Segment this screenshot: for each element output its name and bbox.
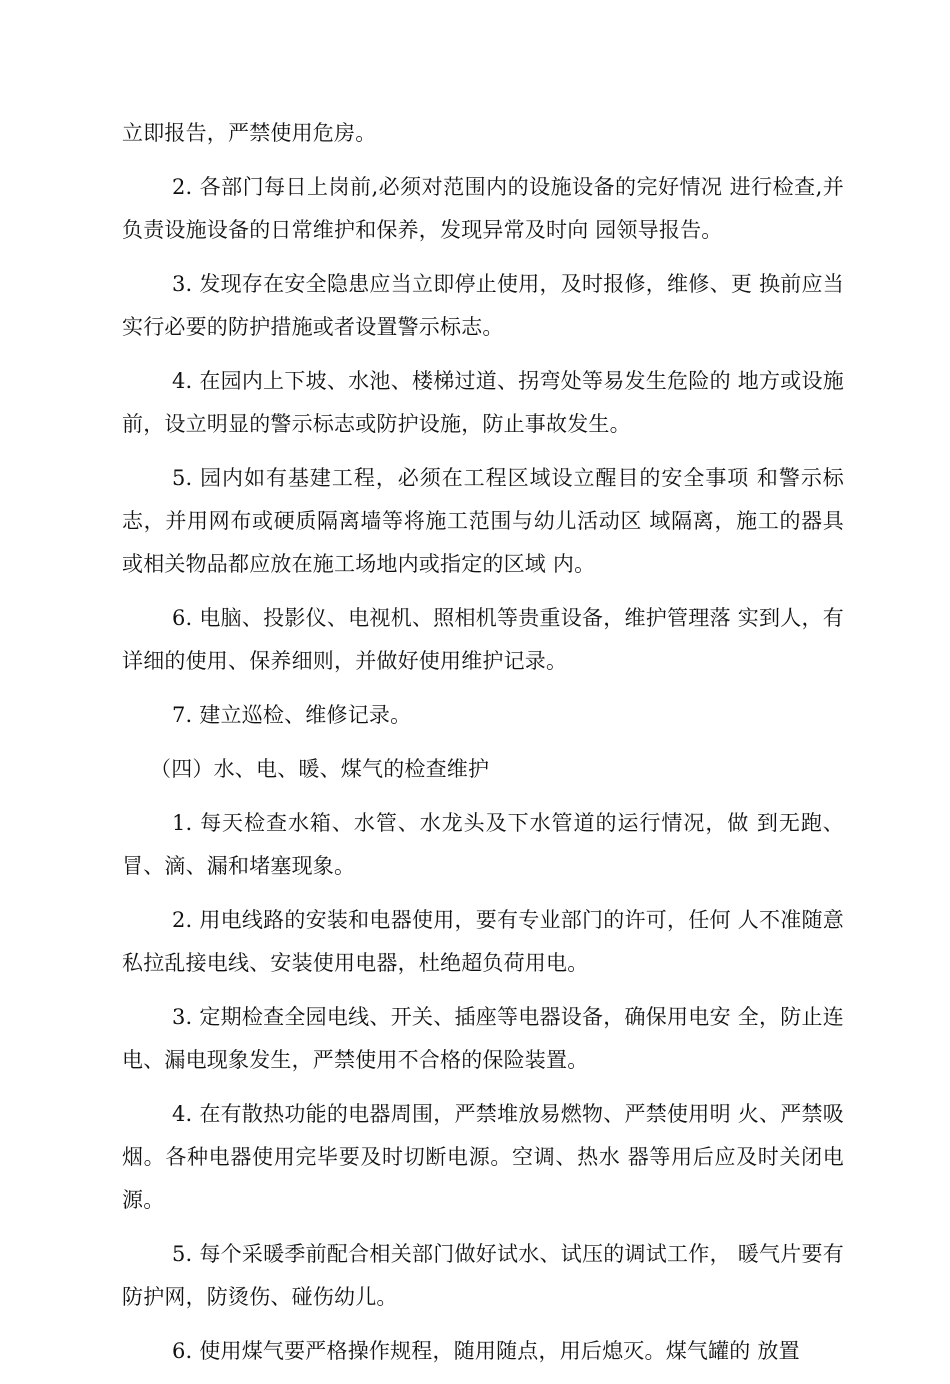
paragraph-utilities-1-water: 1. 每天检查水箱、水管、水龙头及下水管道的运行情况，做 到无跑、冒、滴、漏和堵塞现象。: [122, 811, 844, 878]
paragraph-utilities-4-heat: 4. 在有散热功能的电器周围，严禁堆放易燃物、严禁使用明 火、严禁吸烟。各种电器使用完毕要及时切断电源。空调、热水 器等用后应及时关闭电源。: [122, 1102, 844, 1212]
paragraph-utilities-2-wiring: 2. 用电线路的安装和电器使用，要有专业部门的许可，任何 人不准随意私拉乱接电线、安装使用电器，杜绝超负荷用电。: [122, 908, 844, 975]
section-heading-utilities: （四）水、电、暖、煤气的检查维护: [150, 757, 490, 781]
paragraph-utilities-6-gas: 6. 使用煤气要严格操作规程，随用随点，用后熄灭。煤气罐的 放置: [172, 1339, 800, 1363]
paragraph-item-3-hazard: 3. 发现存在安全隐患应当立即停止使用，及时报修，维修、更 换前应当实行必要的防护措施或者设置警示标志。: [122, 272, 844, 339]
paragraph-item-2-daily-check: 2. 各部门每日上岗前,必须对范围内的设施设备的完好情况 进行检查,并负责设施设备的日常维护和保养，发现异常及时向 园领导报告。: [122, 175, 844, 242]
paragraph-item-4-warning-signs: 4. 在园内上下坡、水池、楼梯过道、拐弯处等易发生危险的 地方或设施前，设立明显的警示标志或防护设施，防止事故发生。: [122, 369, 844, 436]
paragraph-utilities-3-electrical: 3. 定期检查全园电线、开关、插座等电器设备，确保用电安 全，防止连电、漏电现象发生，严禁使用不合格的保险装置。: [122, 1005, 844, 1072]
paragraph-item-7-records: 7. 建立巡检、维修记录。: [172, 703, 412, 727]
paragraph-utilities-5-heating: 5. 每个采暖季前配合相关部门做好试水、试压的调试工作， 暖气片要有防护网，防烫伤、碰伤幼儿。: [122, 1242, 844, 1309]
document-page: [122, 112, 844, 1384]
paragraph-item-5-construction: 5. 园内如有基建工程，必须在工程区域设立醒目的安全事项 和警示标志，并用网布或硬质隔离墙等将施工范围与幼儿活动区 域隔离，施工的器具或相关物品都应放在施工场地内或指定的区域 内。: [122, 466, 844, 576]
paragraph-item-6-equipment: 6. 电脑、投影仪、电视机、照相机等贵重设备，维护管理落 实到人，有详细的使用、保养细则，并做好使用维护记录。: [122, 606, 844, 673]
paragraph-continuation: 立即报告，严禁使用危房。: [122, 121, 377, 145]
